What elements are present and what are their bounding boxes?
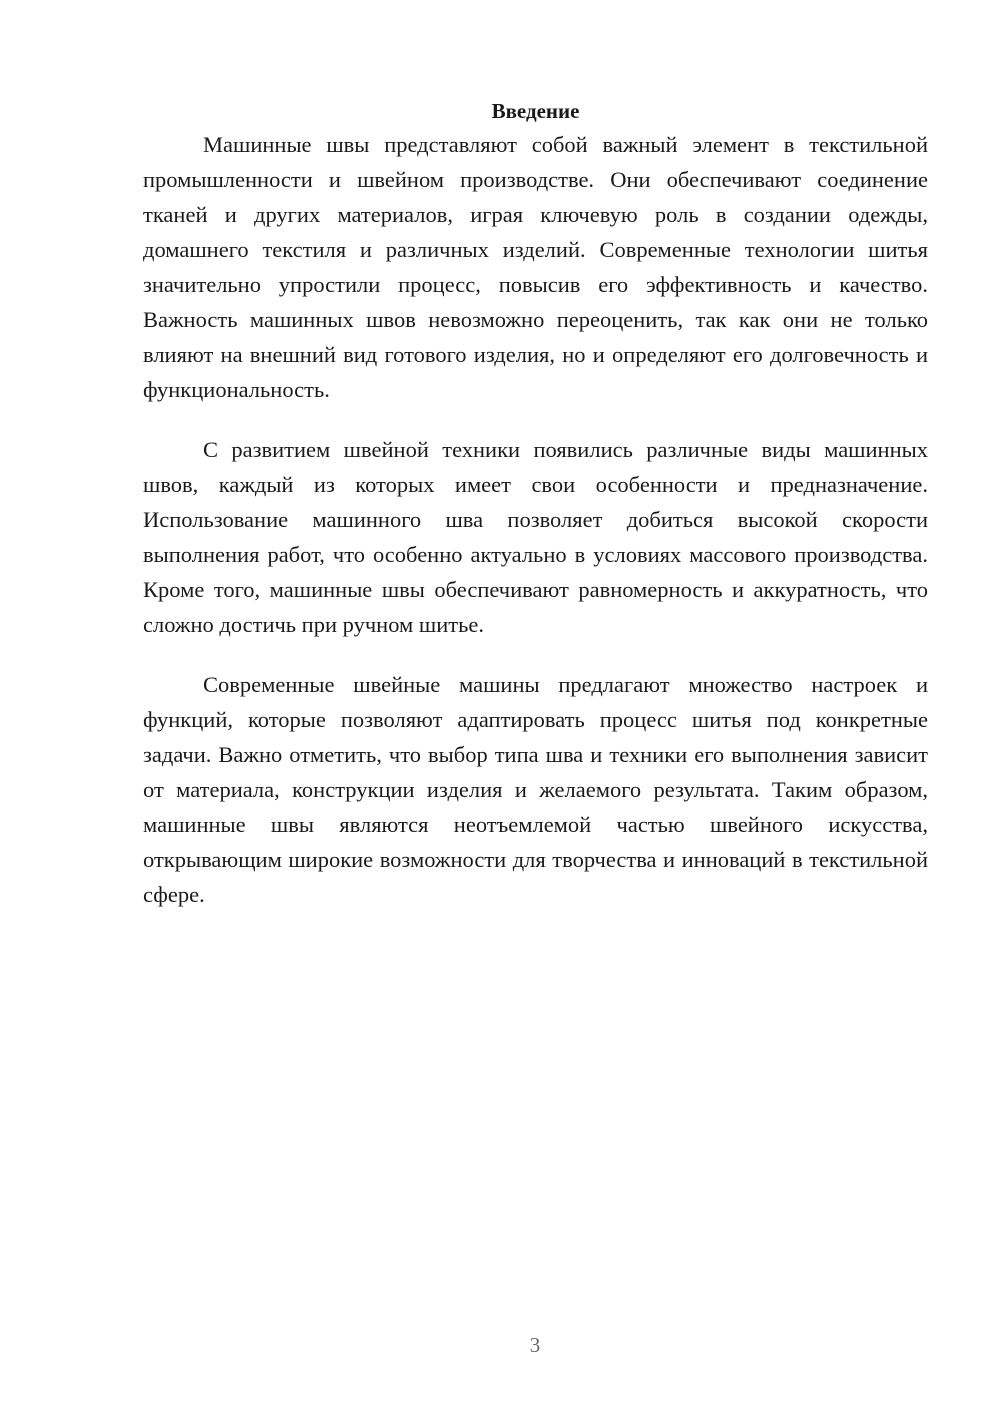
section-heading: Введение xyxy=(491,99,580,123)
page-number: 3 xyxy=(529,1333,541,1357)
paragraph-1: Машинные швы представляют собой важный элемент в текстильной промышленности и швейном производстве. Они обеспечивают соединение тканей и других материалов, играя ключевую роль в создании одежды, домашнего текстиля и различных изделий. Современные технологии шитья значительно упростили процесс, повысив его эффективность и качество. Важность машинных швов невозможно переоценить, так как они не только влияют на внешний вид готового изделия, но и определяют его долговечность и функциональность. xyxy=(143,132,928,402)
paragraph-2: С развитием швейной техники появились различные виды машинных швов, каждый из которых имеет свои особенности и предназначение. Использование машинного шва позволяет добиться высокой скорости выполнения работ, что особенно актуально в условиях массового производства. Кроме того, машинные швы обеспечивают равномерность и аккуратность, что сложно достичь при ручном шитье. xyxy=(143,437,928,637)
page-content xyxy=(143,95,928,912)
paragraph-3: Современные швейные машины предлагают множество настроек и функций, которые позволяют адаптировать процесс шитья под конкретные задачи. Важно отметить, что выбор типа шва и техники его выполнения зависит от материала, конструкции изделия и желаемого результата. Таким образом, машинные швы являются неотъемлемой частью швейного искусства, открывающим широкие возможности для творчества и инноваций в текстильной сфере. xyxy=(143,672,928,907)
